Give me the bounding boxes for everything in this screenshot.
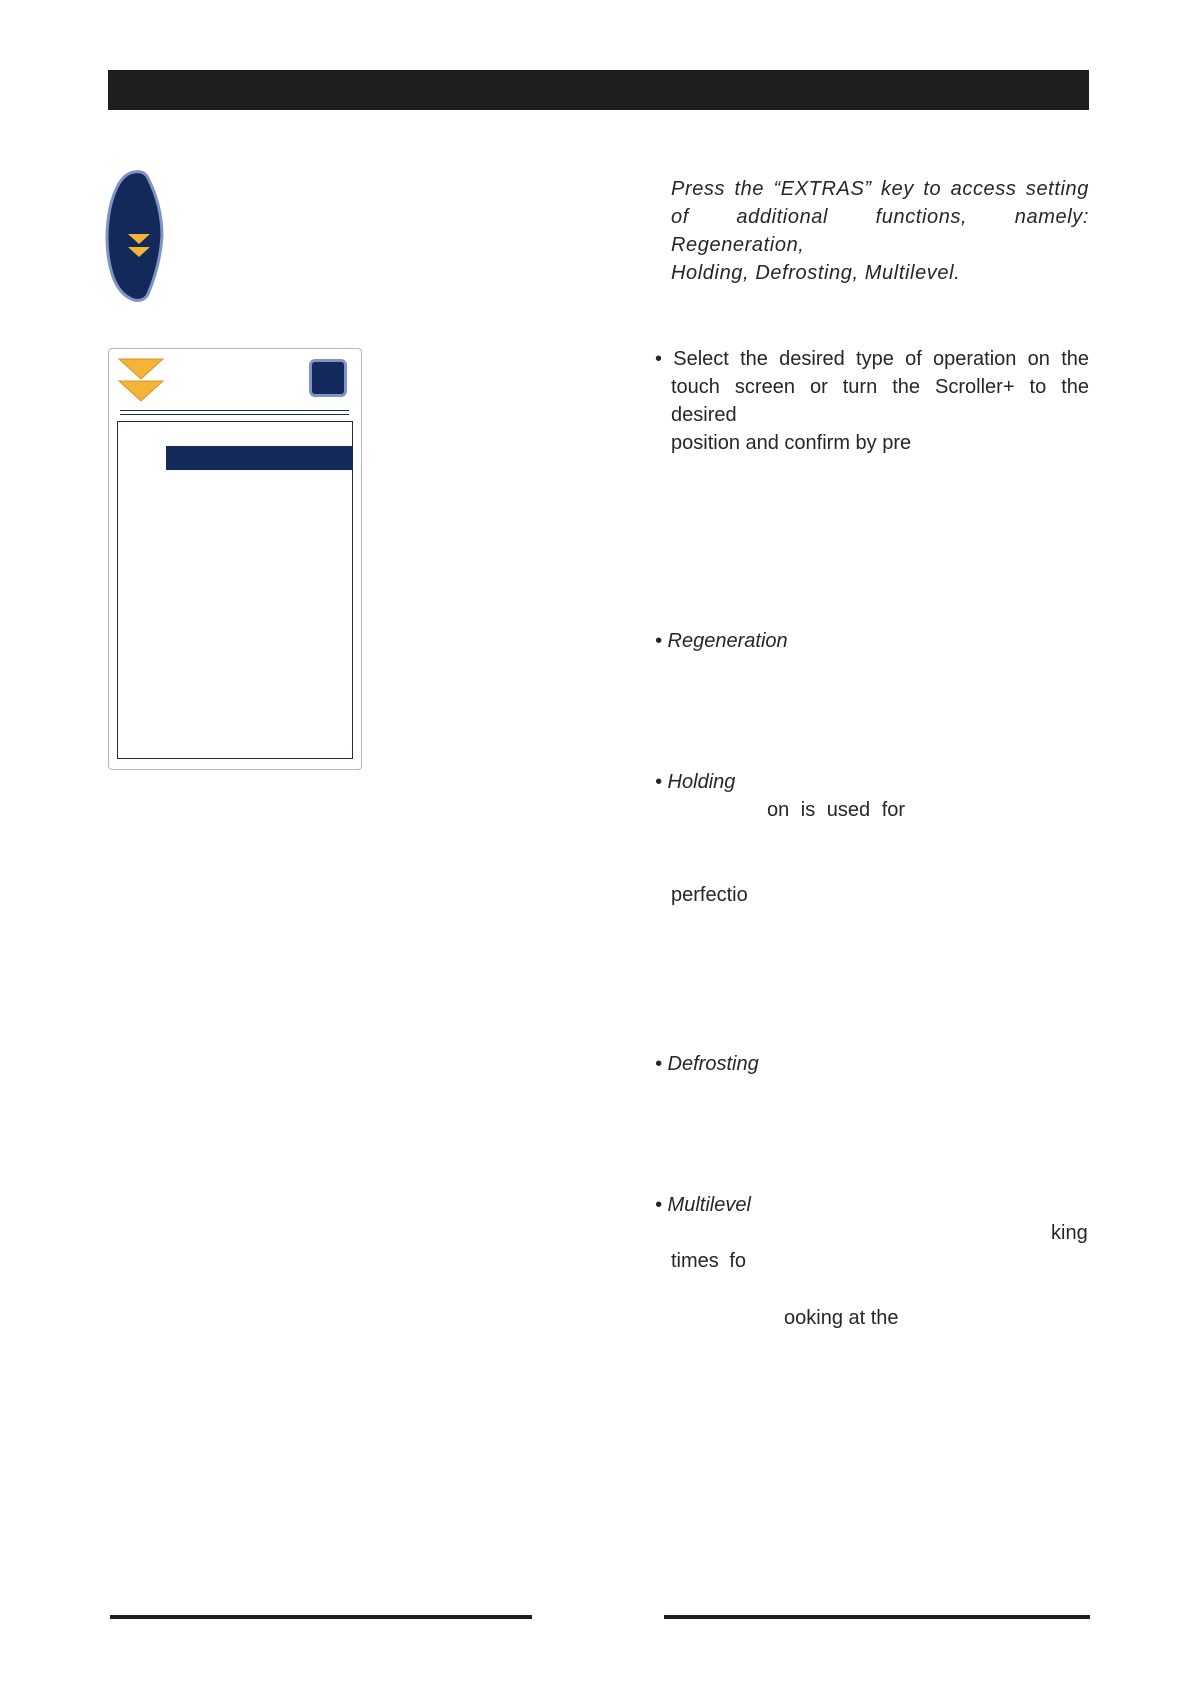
selected-list-item[interactable] [166, 446, 353, 470]
intro-line: Press the “EXTRAS” key to access setting [671, 178, 1089, 200]
multilevel-fragment: king [1051, 1222, 1088, 1244]
select-line: • Select the desired type of operation on the [655, 348, 1089, 370]
multilevel-heading: • Multilevel [655, 1194, 751, 1216]
select-line: position and confirm by pre [671, 432, 912, 454]
intro-line: Holding, Defrosting, Multilevel. [671, 262, 961, 284]
holding-fragment: on is used for [767, 799, 906, 821]
panel-divider [120, 414, 349, 415]
function-list [117, 421, 353, 759]
multilevel-fragment: times fo [671, 1250, 747, 1272]
panel-square-button[interactable] [309, 359, 347, 397]
regeneration-heading: • Regeneration [655, 630, 788, 652]
extras-screen-panel [108, 348, 362, 770]
intro-paragraph [671, 175, 1089, 287]
defrosting-heading: • Defrosting [655, 1053, 759, 1075]
footer-rule-right [664, 1615, 1090, 1619]
extras-key[interactable] [104, 168, 174, 309]
footer-rule-left [110, 1615, 532, 1619]
double-chevron-down-icon [117, 357, 165, 407]
panel-divider [120, 410, 349, 411]
select-instruction [655, 345, 1089, 457]
select-line: touch screen or turn the Scroller+ to the desired [671, 376, 1089, 426]
extras-key-shape [104, 168, 174, 304]
holding-heading: • Holding [655, 771, 736, 793]
header-bar [108, 70, 1089, 110]
multilevel-fragment: ooking at the [784, 1307, 899, 1329]
intro-line: of additional functions, namely: Regeneration, [671, 206, 1089, 256]
holding-fragment: perfectio [671, 884, 748, 906]
